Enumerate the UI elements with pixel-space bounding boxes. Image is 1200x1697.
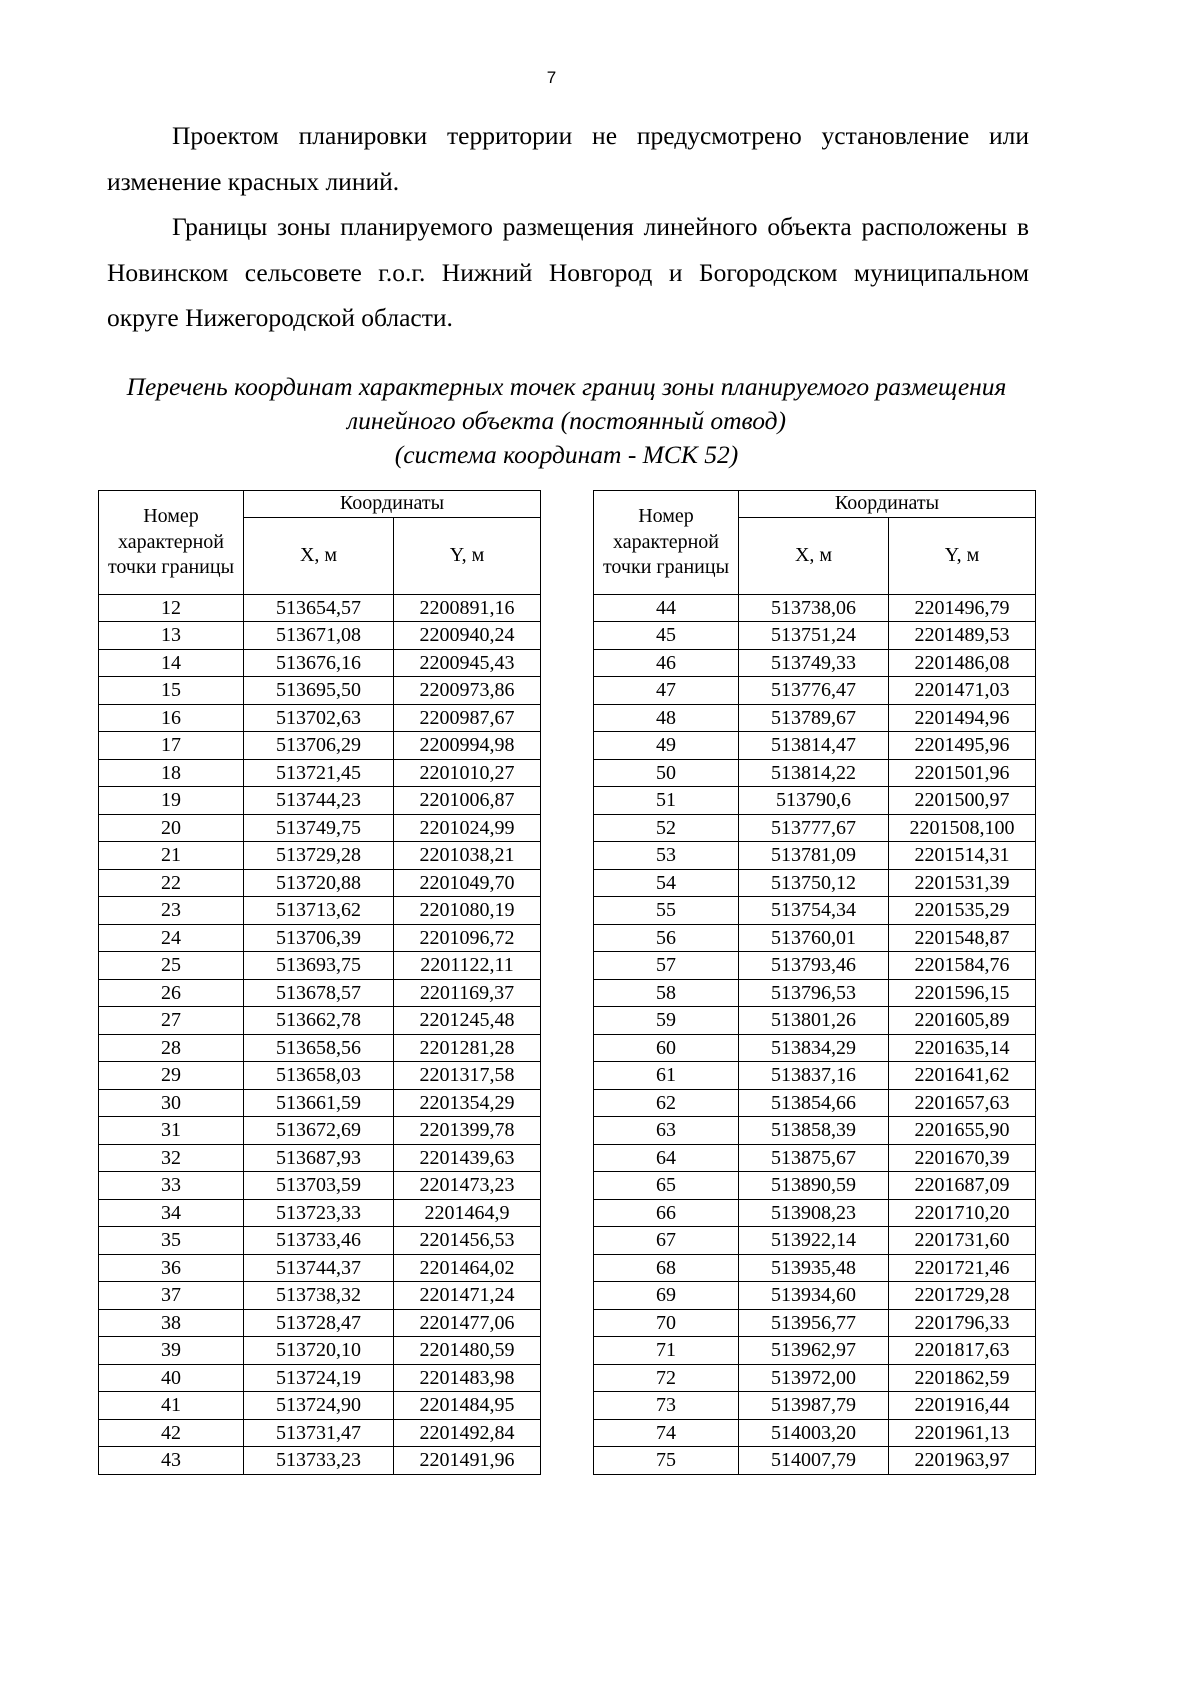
table-row <box>594 1309 1036 1337</box>
cell-y: 2201096,72 <box>394 924 541 952</box>
table-row <box>99 869 541 897</box>
cell-point-number: 61 <box>594 1062 739 1090</box>
cell-point-number: 64 <box>594 1144 739 1172</box>
body-text <box>107 113 1029 341</box>
cell-point-number: 51 <box>594 787 739 815</box>
table-row <box>99 897 541 925</box>
table-row <box>99 814 541 842</box>
cell-point-number: 59 <box>594 1007 739 1035</box>
table-row <box>594 1117 1036 1145</box>
caption-line-3: (система координат - МСК 52) <box>394 440 739 469</box>
table-row <box>99 1007 541 1035</box>
cell-point-number: 62 <box>594 1089 739 1117</box>
table-row <box>594 622 1036 650</box>
cell-x: 514003,20 <box>739 1419 889 1447</box>
cell-point-number: 45 <box>594 622 739 650</box>
cell-x: 513837,16 <box>739 1062 889 1090</box>
table-row <box>594 1447 1036 1475</box>
table-row <box>99 732 541 760</box>
cell-y: 2201508,100 <box>889 814 1036 842</box>
cell-point-number: 20 <box>99 814 244 842</box>
cell-point-number: 60 <box>594 1034 739 1062</box>
cell-x: 513695,50 <box>244 677 394 705</box>
table-row <box>99 759 541 787</box>
cell-point-number: 52 <box>594 814 739 842</box>
cell-y: 2201531,39 <box>889 869 1036 897</box>
cell-x: 513706,29 <box>244 732 394 760</box>
cell-y: 2201245,48 <box>394 1007 541 1035</box>
header-x: X, м <box>739 517 889 594</box>
cell-point-number: 72 <box>594 1364 739 1392</box>
cell-point-number: 71 <box>594 1337 739 1365</box>
cell-x: 513801,26 <box>739 1007 889 1035</box>
table-row <box>594 1062 1036 1090</box>
cell-y: 2201494,96 <box>889 704 1036 732</box>
cell-y: 2200891,16 <box>394 594 541 622</box>
cell-y: 2201963,97 <box>889 1447 1036 1475</box>
table-row <box>594 787 1036 815</box>
header-point-number: Номер характерной точки границы <box>99 491 244 595</box>
cell-y: 2201471,24 <box>394 1282 541 1310</box>
cell-x: 513654,57 <box>244 594 394 622</box>
cell-point-number: 69 <box>594 1282 739 1310</box>
cell-y: 2201456,53 <box>394 1227 541 1255</box>
cell-y: 2201796,33 <box>889 1309 1036 1337</box>
table-row <box>99 704 541 732</box>
cell-y: 2201731,60 <box>889 1227 1036 1255</box>
cell-point-number: 33 <box>99 1172 244 1200</box>
cell-y: 2201024,99 <box>394 814 541 842</box>
table-row <box>594 1144 1036 1172</box>
cell-point-number: 27 <box>99 1007 244 1035</box>
table-row <box>594 814 1036 842</box>
table-row <box>594 1337 1036 1365</box>
cell-x: 513693,75 <box>244 952 394 980</box>
cell-x: 513962,97 <box>739 1337 889 1365</box>
cell-x: 513724,19 <box>244 1364 394 1392</box>
cell-y: 2200987,67 <box>394 704 541 732</box>
cell-y: 2201710,20 <box>889 1199 1036 1227</box>
cell-y: 2201500,97 <box>889 787 1036 815</box>
cell-x: 513777,67 <box>739 814 889 842</box>
cell-x: 513790,6 <box>739 787 889 815</box>
cell-y: 2201721,46 <box>889 1254 1036 1282</box>
cell-point-number: 48 <box>594 704 739 732</box>
cell-x: 513713,62 <box>244 897 394 925</box>
cell-x: 513987,79 <box>739 1392 889 1420</box>
cell-point-number: 32 <box>99 1144 244 1172</box>
table-row <box>594 1282 1036 1310</box>
header-coordinates: Координаты <box>739 491 1036 518</box>
cell-x: 513702,63 <box>244 704 394 732</box>
cell-y: 2201480,59 <box>394 1337 541 1365</box>
cell-y: 2200940,24 <box>394 622 541 650</box>
table-row <box>594 924 1036 952</box>
cell-point-number: 22 <box>99 869 244 897</box>
table-row <box>99 1254 541 1282</box>
header-y: Y, м <box>889 517 1036 594</box>
cell-point-number: 38 <box>99 1309 244 1337</box>
cell-x: 513796,53 <box>739 979 889 1007</box>
cell-y: 2201354,29 <box>394 1089 541 1117</box>
cell-y: 2201486,08 <box>889 649 1036 677</box>
cell-point-number: 67 <box>594 1227 739 1255</box>
paragraph-zone-boundaries: Границы зоны планируемого размещения линейного объекта расположены в Новинском сельсовете г.о.г. Нижний Новгород и Богородском муниципальном округе Нижегородской области. <box>107 212 1029 332</box>
cell-x: 513729,28 <box>244 842 394 870</box>
cell-x: 513834,29 <box>739 1034 889 1062</box>
cell-y: 2201596,15 <box>889 979 1036 1007</box>
cell-y: 2201281,28 <box>394 1034 541 1062</box>
table-row <box>99 842 541 870</box>
cell-point-number: 57 <box>594 952 739 980</box>
cell-x: 513751,24 <box>739 622 889 650</box>
table-row <box>594 1227 1036 1255</box>
cell-y: 2201961,13 <box>889 1419 1036 1447</box>
cell-point-number: 55 <box>594 897 739 925</box>
cell-point-number: 37 <box>99 1282 244 1310</box>
cell-x: 513854,66 <box>739 1089 889 1117</box>
cell-point-number: 56 <box>594 924 739 952</box>
cell-x: 513661,59 <box>244 1089 394 1117</box>
cell-y: 2201122,11 <box>394 952 541 980</box>
cell-point-number: 58 <box>594 979 739 1007</box>
table-row <box>99 1419 541 1447</box>
cell-x: 513814,47 <box>739 732 889 760</box>
cell-x: 513658,56 <box>244 1034 394 1062</box>
cell-y: 2201635,14 <box>889 1034 1036 1062</box>
cell-x: 513754,34 <box>739 897 889 925</box>
cell-point-number: 13 <box>99 622 244 650</box>
cell-point-number: 65 <box>594 1172 739 1200</box>
cell-y: 2201641,62 <box>889 1062 1036 1090</box>
cell-point-number: 21 <box>99 842 244 870</box>
cell-point-number: 31 <box>99 1117 244 1145</box>
cell-point-number: 16 <box>99 704 244 732</box>
cell-point-number: 73 <box>594 1392 739 1420</box>
cell-y: 2201655,90 <box>889 1117 1036 1145</box>
cell-y: 2201049,70 <box>394 869 541 897</box>
table-row <box>99 1117 541 1145</box>
cell-point-number: 23 <box>99 897 244 925</box>
cell-x: 513935,48 <box>739 1254 889 1282</box>
cell-x: 513731,47 <box>244 1419 394 1447</box>
cell-x: 513738,32 <box>244 1282 394 1310</box>
table-row <box>99 979 541 1007</box>
cell-y: 2201817,63 <box>889 1337 1036 1365</box>
cell-y: 2201492,84 <box>394 1419 541 1447</box>
cell-point-number: 15 <box>99 677 244 705</box>
table-row <box>594 1392 1036 1420</box>
cell-x: 513749,33 <box>739 649 889 677</box>
table-row <box>99 924 541 952</box>
cell-x: 513703,59 <box>244 1172 394 1200</box>
cell-y: 2201605,89 <box>889 1007 1036 1035</box>
table-row <box>99 677 541 705</box>
cell-x: 513733,23 <box>244 1447 394 1475</box>
table-row <box>594 1419 1036 1447</box>
cell-point-number: 34 <box>99 1199 244 1227</box>
table-row <box>99 1089 541 1117</box>
cell-x: 513721,45 <box>244 759 394 787</box>
cell-y: 2201687,09 <box>889 1172 1036 1200</box>
cell-y: 2201862,59 <box>889 1364 1036 1392</box>
table-row <box>99 1172 541 1200</box>
table-row <box>594 952 1036 980</box>
cell-x: 513793,46 <box>739 952 889 980</box>
cell-x: 513781,09 <box>739 842 889 870</box>
header-coordinates: Координаты <box>244 491 541 518</box>
cell-point-number: 30 <box>99 1089 244 1117</box>
table-row <box>99 787 541 815</box>
table-body-right <box>594 594 1036 1474</box>
coordinates-table-left <box>98 490 541 1475</box>
table-row <box>594 1089 1036 1117</box>
cell-point-number: 49 <box>594 732 739 760</box>
table-row <box>594 594 1036 622</box>
cell-x: 513922,14 <box>739 1227 889 1255</box>
table-row <box>594 1034 1036 1062</box>
cell-y: 2200945,43 <box>394 649 541 677</box>
cell-x: 513706,39 <box>244 924 394 952</box>
cell-y: 2201080,19 <box>394 897 541 925</box>
cell-x: 513749,75 <box>244 814 394 842</box>
cell-x: 513890,59 <box>739 1172 889 1200</box>
cell-x: 513678,57 <box>244 979 394 1007</box>
cell-point-number: 53 <box>594 842 739 870</box>
cell-y: 2201491,96 <box>394 1447 541 1475</box>
cell-x: 513723,33 <box>244 1199 394 1227</box>
table-row <box>594 759 1036 787</box>
table-caption <box>60 370 1073 472</box>
cell-x: 513875,67 <box>739 1144 889 1172</box>
cell-y: 2201464,9 <box>394 1199 541 1227</box>
table-row <box>594 1254 1036 1282</box>
cell-x: 513738,06 <box>739 594 889 622</box>
cell-y: 2201471,03 <box>889 677 1036 705</box>
cell-y: 2201439,63 <box>394 1144 541 1172</box>
cell-point-number: 40 <box>99 1364 244 1392</box>
cell-point-number: 46 <box>594 649 739 677</box>
cell-y: 2201548,87 <box>889 924 1036 952</box>
cell-point-number: 25 <box>99 952 244 980</box>
cell-point-number: 39 <box>99 1337 244 1365</box>
header-x: X, м <box>244 517 394 594</box>
cell-point-number: 24 <box>99 924 244 952</box>
cell-point-number: 54 <box>594 869 739 897</box>
cell-y: 2201006,87 <box>394 787 541 815</box>
cell-y: 2201657,63 <box>889 1089 1036 1117</box>
cell-x: 513956,77 <box>739 1309 889 1337</box>
table-row <box>99 1309 541 1337</box>
cell-x: 513671,08 <box>244 622 394 650</box>
cell-y: 2201916,44 <box>889 1392 1036 1420</box>
cell-x: 513720,10 <box>244 1337 394 1365</box>
cell-x: 513658,03 <box>244 1062 394 1090</box>
cell-point-number: 66 <box>594 1199 739 1227</box>
caption-line-1: Перечень координат характерных точек границ зоны планируемого размещения <box>126 372 1007 401</box>
cell-x: 513676,16 <box>244 649 394 677</box>
table-row <box>594 732 1036 760</box>
table-row <box>99 1062 541 1090</box>
table-row <box>594 897 1036 925</box>
cell-x: 513662,78 <box>244 1007 394 1035</box>
table-row <box>99 649 541 677</box>
cell-y: 2201501,96 <box>889 759 1036 787</box>
cell-y: 2201010,27 <box>394 759 541 787</box>
cell-y: 2200994,98 <box>394 732 541 760</box>
cell-x: 513776,47 <box>739 677 889 705</box>
cell-x: 513750,12 <box>739 869 889 897</box>
cell-y: 2201729,28 <box>889 1282 1036 1310</box>
cell-y: 2201477,06 <box>394 1309 541 1337</box>
cell-point-number: 36 <box>99 1254 244 1282</box>
cell-x: 513728,47 <box>244 1309 394 1337</box>
cell-point-number: 75 <box>594 1447 739 1475</box>
table-row <box>594 677 1036 705</box>
cell-y: 2201464,02 <box>394 1254 541 1282</box>
table-row <box>594 842 1036 870</box>
cell-point-number: 70 <box>594 1309 739 1337</box>
cell-point-number: 43 <box>99 1447 244 1475</box>
page-number: 7 <box>546 68 557 87</box>
cell-y: 2200973,86 <box>394 677 541 705</box>
table-row <box>594 869 1036 897</box>
cell-x: 513908,23 <box>739 1199 889 1227</box>
cell-y: 2201399,78 <box>394 1117 541 1145</box>
table-row <box>99 1282 541 1310</box>
table-row <box>594 1364 1036 1392</box>
cell-x: 513744,23 <box>244 787 394 815</box>
cell-y: 2201317,58 <box>394 1062 541 1090</box>
cell-point-number: 74 <box>594 1419 739 1447</box>
cell-point-number: 35 <box>99 1227 244 1255</box>
table-row <box>99 1447 541 1475</box>
cell-point-number: 41 <box>99 1392 244 1420</box>
cell-y: 2201169,37 <box>394 979 541 1007</box>
cell-point-number: 68 <box>594 1254 739 1282</box>
table-row <box>99 1034 541 1062</box>
cell-x: 513672,69 <box>244 1117 394 1145</box>
cell-point-number: 17 <box>99 732 244 760</box>
cell-y: 2201484,95 <box>394 1392 541 1420</box>
cell-y: 2201514,31 <box>889 842 1036 870</box>
cell-point-number: 12 <box>99 594 244 622</box>
cell-y: 2201495,96 <box>889 732 1036 760</box>
cell-x: 513858,39 <box>739 1117 889 1145</box>
cell-x: 513687,93 <box>244 1144 394 1172</box>
cell-point-number: 26 <box>99 979 244 1007</box>
header-point-number: Номер характерной точки границы <box>594 491 739 595</box>
table-row <box>99 1227 541 1255</box>
table-row <box>99 1364 541 1392</box>
coordinates-table-right <box>593 490 1036 1475</box>
cell-x: 513744,37 <box>244 1254 394 1282</box>
cell-y: 2201489,53 <box>889 622 1036 650</box>
table-row <box>99 1144 541 1172</box>
cell-point-number: 19 <box>99 787 244 815</box>
cell-point-number: 18 <box>99 759 244 787</box>
table-row <box>594 649 1036 677</box>
cell-y: 2201473,23 <box>394 1172 541 1200</box>
table-row <box>99 1337 541 1365</box>
cell-x: 513972,00 <box>739 1364 889 1392</box>
table-body-left <box>99 594 541 1474</box>
cell-x: 513724,90 <box>244 1392 394 1420</box>
cell-x: 513733,46 <box>244 1227 394 1255</box>
cell-x: 513934,60 <box>739 1282 889 1310</box>
cell-point-number: 28 <box>99 1034 244 1062</box>
cell-x: 513814,22 <box>739 759 889 787</box>
table-row <box>99 1199 541 1227</box>
cell-point-number: 14 <box>99 649 244 677</box>
table-row <box>594 1199 1036 1227</box>
cell-y: 2201670,39 <box>889 1144 1036 1172</box>
cell-x: 513760,01 <box>739 924 889 952</box>
paragraph-red-lines: Проектом планировки территории не предусмотрено установление или изменение красных линий. <box>107 121 1029 196</box>
table-row <box>594 1172 1036 1200</box>
table-row <box>99 1392 541 1420</box>
table-row <box>594 1007 1036 1035</box>
table-row <box>99 622 541 650</box>
cell-y: 2201535,29 <box>889 897 1036 925</box>
cell-point-number: 47 <box>594 677 739 705</box>
cell-y: 2201496,79 <box>889 594 1036 622</box>
cell-point-number: 63 <box>594 1117 739 1145</box>
cell-point-number: 44 <box>594 594 739 622</box>
cell-x: 513720,88 <box>244 869 394 897</box>
cell-point-number: 29 <box>99 1062 244 1090</box>
caption-line-2: линейного объекта (постоянный отвод) <box>346 406 787 435</box>
table-row <box>594 704 1036 732</box>
table-row <box>99 594 541 622</box>
table-row <box>99 952 541 980</box>
cell-y: 2201483,98 <box>394 1364 541 1392</box>
cell-y: 2201584,76 <box>889 952 1036 980</box>
cell-x: 514007,79 <box>739 1447 889 1475</box>
table-row <box>594 979 1036 1007</box>
cell-x: 513789,67 <box>739 704 889 732</box>
cell-point-number: 42 <box>99 1419 244 1447</box>
cell-point-number: 50 <box>594 759 739 787</box>
header-y: Y, м <box>394 517 541 594</box>
cell-y: 2201038,21 <box>394 842 541 870</box>
